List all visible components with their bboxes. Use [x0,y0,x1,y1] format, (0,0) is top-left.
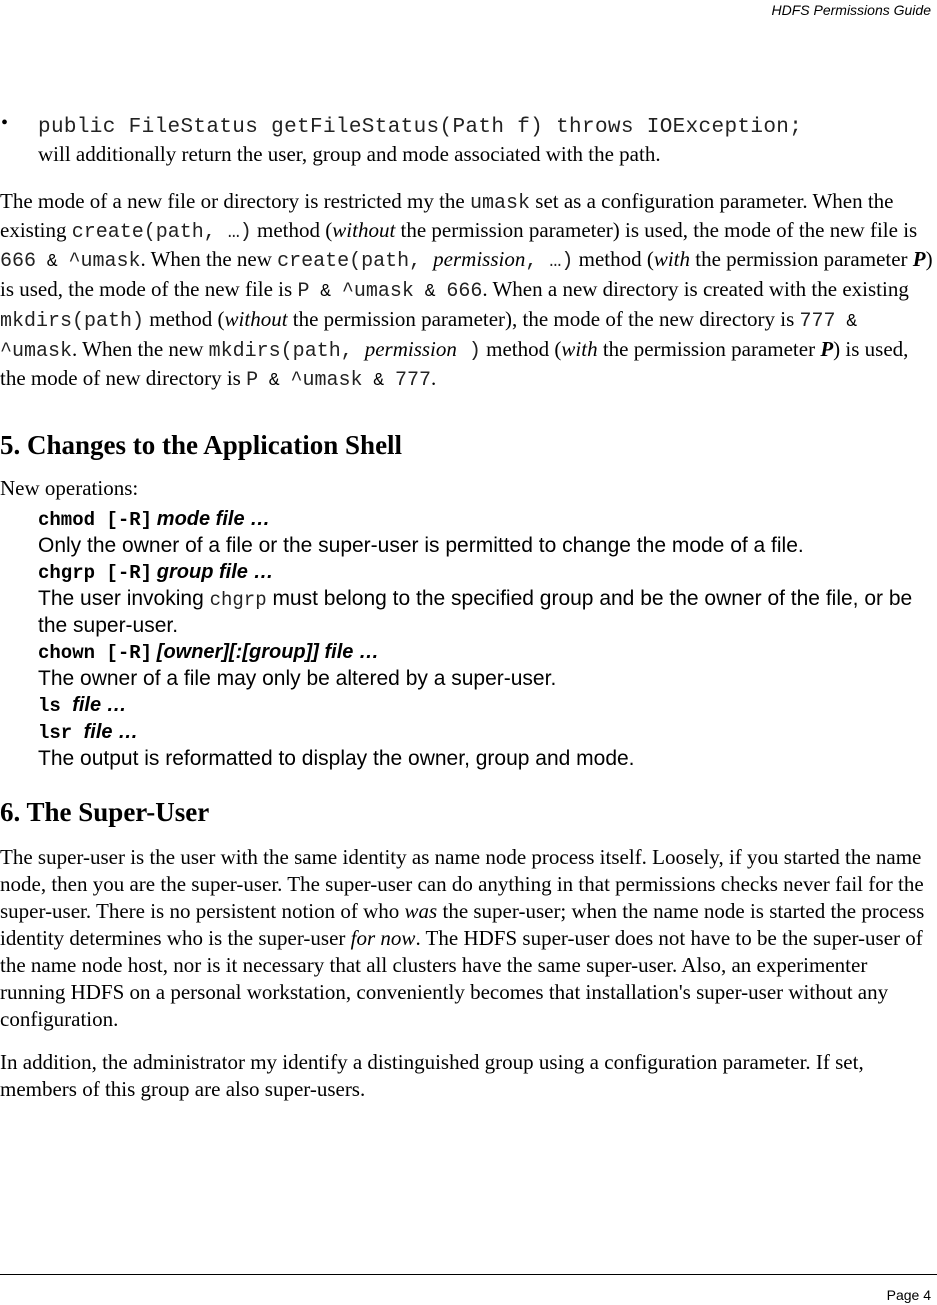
footer-divider [0,1274,937,1275]
command-chmod: chmod [-R] mode file … [38,508,271,531]
supergroup-paragraph: In addition, the administrator my identify a distinguished group using a configuration parameter. If set, members of this group are also super-users. [0,1050,864,1101]
super-user-paragraph: The super-user is the user with the same identity as name node process itself. Loosely, if you started the name node, then you are the super-user. The super-user can do anything in that permissions checks never fail for the super-user. There is no persistent notion of who was the super-user; when the name node is started the process identity determines who is the super-user for now. The HDFS super-user does not have to be the super-user of the name node host, nor is it necessary that all clusters have the same super-user. Also, an experimenter running HDFS on a personal workstation, conveniently becomes that installation's super-user without any configuration. [0,845,925,1031]
section-6-heading: 6. The Super-User [0,797,210,827]
page-number: Page 4 [886,1287,931,1303]
document-body [0,112,937,1103]
command-chgrp: chgrp [-R] group file … [38,561,274,584]
mode-paragraph: The mode of a new file or directory is restricted my the umask set as a configuration parameter. When the existing create(path, …) method (without the permission parameter) is used, the mode of the new file is 666 & ^umask. When the new create(path, permission, …) method (with the permission parameter P) is used, the mode of the new file is P & ^umask & 666. When a new directory is created with the existing mkdirs(path) method (without the permission parameter), the mode of the new directory is 777 & ^umask. When the new mkdirs(path, permission ) method (with the permission parameter P) is used, the mode of new directory is P & ^umask & 777. [0,189,933,392]
command-chgrp-description: The user invoking chgrp must belong to the specified group and be the owner of the file, or be the super-user. [38,587,913,637]
bullet-icon: • [1,112,9,134]
command-list [0,506,937,772]
bullet-item [0,112,937,168]
command-chmod-description: Only the owner of a file or the super-user is permitted to change the mode of a file. [38,534,804,557]
getfilestatus-signature: public FileStatus getFileStatus(Path f) throws IOException; [38,116,803,139]
command-chown: chown [-R] [owner][:[group]] file … [38,641,379,664]
command-ls-description: The output is reformatted to display the owner, group and mode. [38,747,635,770]
command-ls: ls file … [38,694,127,717]
command-chown-description: The owner of a file may only be altered by a super-user. [38,667,557,690]
page-header-title: HDFS Permissions Guide [771,2,931,18]
command-lsr: lsr file … [38,721,139,744]
bullet-text: will additionally return the user, group and mode associated with the path. [38,142,661,166]
section-5-heading: 5. Changes to the Application Shell [0,430,403,460]
new-operations-intro: New operations: [0,476,139,500]
